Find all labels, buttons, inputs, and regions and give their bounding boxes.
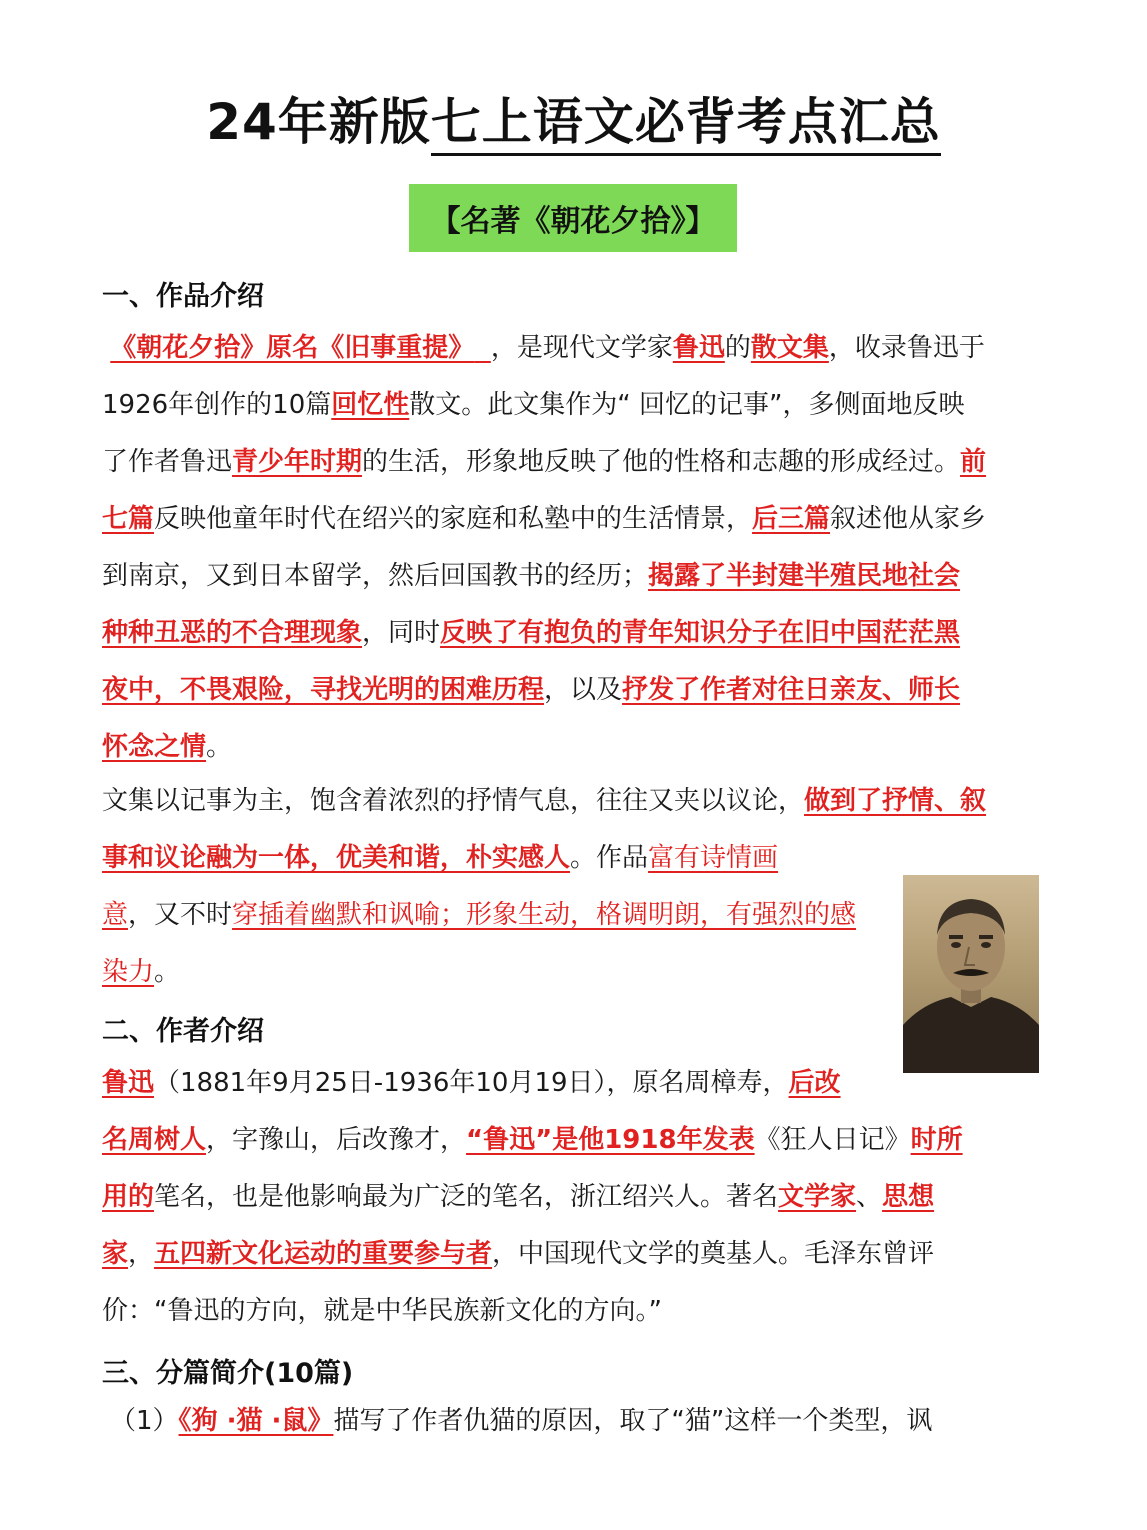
p1-line7: 夜中，不畏艰险，寻找光明的困难历程，以及抒发了作者对往日亲友、师长 [102, 675, 961, 705]
section2-paragraph [102, 1055, 1052, 1340]
s2-line3: 用的笔名，也是他影响最为广泛的笔名，浙江绍兴人。著名文学家、思想 [102, 1182, 935, 1212]
s2-line1: 鲁迅（1881年9月25日-1936年10月19日），原名周樟寿，后改 [102, 1068, 841, 1098]
s2-line2: 名周树人，字豫山，后改豫才，“鲁迅”是他1918年发表《狂人日记》时所 [102, 1125, 963, 1155]
p1-line5: 到南京，又到日本留学，然后回国教书的经历；揭露了半封建半殖民地社会 [102, 561, 961, 591]
section1-heading: 一、作品介绍 [102, 281, 264, 312]
section1-paragraph1 [102, 320, 1052, 776]
p1-line4: 七篇反映他童年时代在绍兴的家庭和私塾中的生活情景，后三篇叙述他从家乡 [102, 504, 987, 534]
p2-line1: 文集以记事为主，饱含着浓烈的抒情气息，往往又夹以议论，做到了抒情、叙 [102, 786, 987, 816]
p2-line3: 意，又不时穿插着幽默和讽喻；形象生动，格调明朗，有强烈的感 [102, 900, 857, 930]
p1-line3: 了作者鲁迅青少年时期的生活，形象地反映了他的性格和志趣的形成经过。前 [102, 447, 987, 477]
section3-item1 [110, 1393, 1060, 1450]
s2-line5: 价：“鲁迅的方向，就是中华民族新文化的方向。” [102, 1296, 662, 1326]
p1-line1: 《朝花夕拾》原名《旧事重提》 ，是现代文学家鲁迅的散文集，收录鲁迅于 [110, 333, 985, 363]
p1-line2: 1926年创作的10篇回忆性散文。此文集作为“ 回忆的记事”，多侧面地反映 [102, 390, 965, 420]
section-banner: 【名著《朝花夕拾》】 [409, 184, 737, 252]
p2-line2: 事和议论融为一体，优美和谐，朴实感人。作品富有诗情画 [102, 843, 779, 873]
page-title [0, 82, 1147, 154]
title-prefix: 24年新版 [206, 93, 431, 151]
title-underlined: 七上语文必背考点汇总 [431, 93, 941, 156]
s2-line4: 家，五四新文化运动的重要参与者，中国现代文学的奠基人。毛泽东曾评 [102, 1239, 935, 1269]
p1-line8: 怀念之情。 [102, 732, 233, 762]
section3-heading: 三、分篇简介(10篇) [102, 1358, 354, 1389]
section2-heading: 二、作者介绍 [102, 1016, 264, 1047]
s3-item1-line: （1）《狗 ·猫 ·鼠》描写了作者仇猫的原因，取了“猫”这样一个类型，讽 [110, 1406, 933, 1436]
p2-line4: 染力。 [102, 957, 181, 987]
portrait-photo-icon [903, 875, 1039, 1073]
p1-line6: 种种丑恶的不合理现象，同时反映了有抱负的青年知识分子在旧中国茫茫黑 [102, 618, 961, 648]
